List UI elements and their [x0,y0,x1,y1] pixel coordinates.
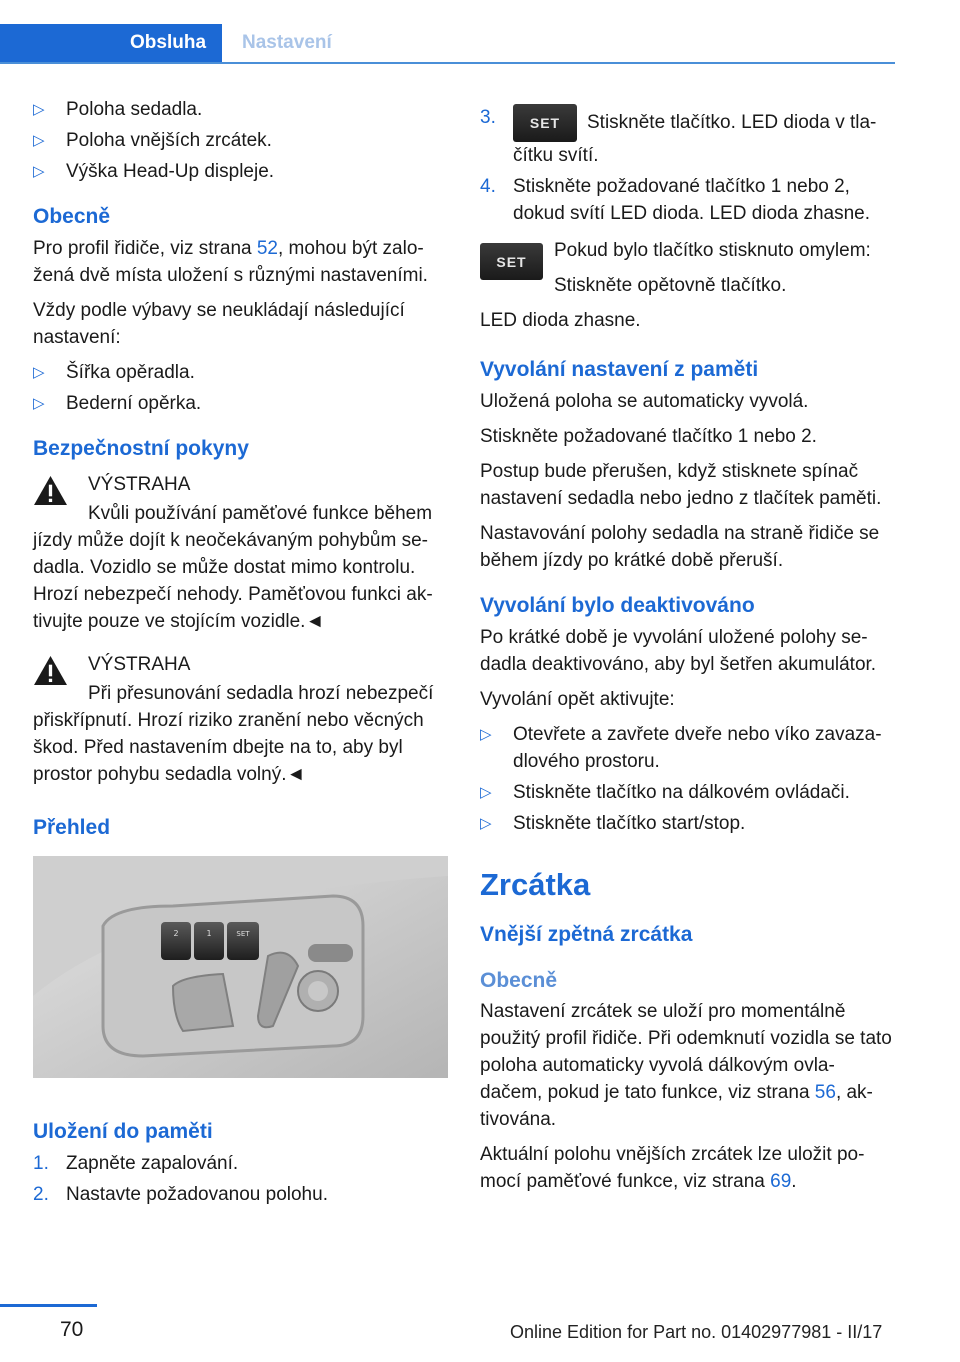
footer-rule [0,1304,97,1307]
set-button-icon: SET [513,104,577,142]
warning-triangle-icon [33,475,68,506]
triangle-bullet-icon: ▷ [33,364,45,381]
warning-block: VÝSTRAHA Při přesunování sedadla hrozí nebezpečí přiskřípnutí. Hrozí riziko zranění nebo věcných škod. Před nastavením dbejte na to, aby byl prostor pohybu sedadla volný.◄ [33,651,448,788]
list-item: ▷ Šířka opěradla. [33,359,448,386]
paragraph: Nastavování polohy sedadla na straně řidiče se během jízdy po krátké době přeruší. [480,523,880,571]
warning-block: VÝSTRAHA Kvůli používání paměťové funkce během jízdy může dojít k neočekávaným pohybům se-dadla. Vozidlo se může dostat mimo kontrolu. Hrozí nebezpečí nehody. Paměťovou funkci ak-tivujte pouze ve stojícím vozidle.◄ [33,471,448,635]
list-item: ▷ Otevřete a zavřete dveře nebo víko zavaza-dlového prostoru. [480,721,895,775]
warning-title: VÝSTRAHA [88,474,191,495]
right-column [480,104,895,1203]
list-item: ▷ Bederní opěrka. [33,390,448,417]
triangle-bullet-icon: ▷ [33,395,45,412]
heading-ulozeni: Uložení do paměti [33,1120,213,1143]
heading-vnejsi-zrcatka: Vnější zpětná zrcátka [480,923,693,946]
paragraph: Po krátké době je vyvolání uložené polohy se-dadla deaktivováno, aby byl šetřen akumulátor. [480,627,877,675]
set-button-icon: SET [480,243,543,280]
left-column [33,96,448,1212]
heading-zrcatka: Zrcátka [480,867,591,902]
triangle-bullet-icon: ▷ [480,815,492,832]
svg-text:1: 1 [206,929,212,938]
triangle-bullet-icon: ▷ [33,101,45,118]
mistake-note: SET Pokud bylo tlačítko stisknuto omylem: Stiskněte opětovně tlačítko. [480,237,895,299]
heading-prehled: Přehled [33,816,111,839]
triangle-bullet-icon: ▷ [33,163,45,180]
warning-title: VÝSTRAHA [88,654,191,675]
paragraph: Pro profil řidiče, viz strana 52, mohou být zalo-žená dvě místa uložení s různými nastaveními. [33,238,428,286]
page-link[interactable]: 52 [256,238,278,259]
page-link[interactable]: 69 [770,1171,792,1192]
list-item: 2. Nastavte požadovanou polohu. [33,1184,328,1205]
svg-text:SET: SET [236,930,250,938]
triangle-bullet-icon: ▷ [480,784,492,801]
paragraph: Stiskněte požadované tlačítko 1 nebo 2. [480,426,817,447]
paragraph: Vyvolání opět aktivujte: [480,689,675,710]
paragraph: Aktuální polohu vnějších zrcátek lze uložit po-mocí paměťové funkce, viz strana 69. [480,1144,865,1192]
heading-recall: Vyvolání nastavení z paměti [480,358,759,381]
edition-note: Online Edition for Part no. 01402977981 - II/17 [510,1322,883,1342]
list-item: 4. Stiskněte požadované tlačítko 1 nebo 2, dokud svítí LED dioda. LED dioda zhasne. [480,176,871,224]
heading-deactivated: Vyvolání bylo deaktivováno [480,594,755,617]
warning-triangle-icon [33,655,68,686]
heading-safety: Bezpečnostní pokyny [33,437,249,460]
page-link[interactable]: 56 [814,1082,836,1103]
seat-controls-photo [33,856,448,1078]
tab-obsluha[interactable]: Obsluha [0,24,222,62]
page-number: 70 [60,1318,84,1341]
list-item: ▷ Poloha vnějších zrcátek. [33,127,448,154]
paragraph: Uložená poloha se automaticky vyvolá. [480,391,809,412]
heading-obecne: Obecně [33,205,111,228]
list-item: ▷ Stiskněte tlačítko na dálkovém ovládači. [480,779,895,806]
list-item: 3. SET Stiskněte tlačítko. LED dioda v tla-čítku svítí. [480,104,895,169]
triangle-bullet-icon: ▷ [480,726,492,743]
header-tabbar [0,24,895,64]
triangle-bullet-icon: ▷ [33,132,45,149]
paragraph: Postup bude přerušen, když stisknete spínač nastavení sedadla nebo jedno z tlačítek paměti. [480,461,882,509]
paragraph: LED dioda zhasne. [480,310,641,331]
tab-nastaveni[interactable]: Nastavení [242,32,332,53]
list-item: 1. Zapněte zapalování. [33,1153,239,1174]
paragraph: Nastavení zrcátek se uloží pro momentálně použitý profil řidiče. Při odemknutí vozidla se tato poloha automaticky vyvolá dálkovým ovla-dačem, pokud je tato funkce, viz strana 56, ak-tivována. [480,1001,892,1130]
list-item: ▷ Poloha sedadla. [33,96,448,123]
list-item: ▷ Stiskněte tlačítko start/stop. [480,810,895,837]
list-item: ▷ Výška Head-Up displeje. [33,158,448,185]
paragraph: Vždy podle výbavy se neukládají následující nastavení: [33,300,405,348]
svg-text:2: 2 [173,929,179,938]
heading-obecne-mirrors: Obecně [480,969,558,992]
